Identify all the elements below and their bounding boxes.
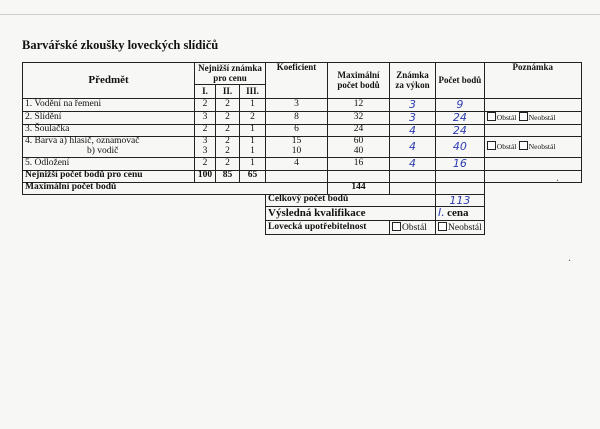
empty-cell (436, 182, 485, 194)
handwritten-grade: 3 (390, 111, 436, 124)
scan-speck: · (568, 256, 572, 267)
handwritten-grade: 3 (390, 99, 436, 112)
blank-cell (484, 194, 581, 207)
grade-3-cell (240, 137, 266, 158)
handwritten-grade: 4 (390, 137, 436, 158)
grade-3-header: III. (240, 85, 266, 99)
usability-row (23, 221, 582, 235)
empty-cell (328, 170, 390, 182)
min-points-2: 85 (216, 170, 240, 182)
subject-cell: 1. Vodění na řemeni (23, 99, 195, 112)
coefficient-cell: 3 (266, 99, 328, 112)
total-points-row (23, 194, 582, 207)
table-row (23, 158, 582, 171)
handwritten-grade: 4 (390, 124, 436, 137)
handwritten-result: I. (438, 206, 445, 220)
results-table (22, 62, 582, 235)
passed-label: Obstál (496, 112, 517, 122)
grade-1-cell: 2 (195, 99, 216, 112)
grade-2b: 2 (225, 146, 230, 157)
blank-cell (484, 182, 581, 194)
grade-3-cell: 1 (240, 124, 266, 137)
col-note: Poznámka (484, 63, 581, 99)
max-points-cell: 16 (328, 158, 390, 171)
max-points-cell: 12 (328, 99, 390, 112)
note-cell (484, 158, 581, 171)
passed-option[interactable] (487, 142, 517, 151)
coefficient-a: 15 (291, 136, 302, 147)
grade-3b: 1 (250, 146, 255, 157)
grade-1-cell (195, 137, 216, 158)
max-points-total: 144 (328, 182, 390, 194)
usability-failed-cell (436, 221, 485, 235)
grade-2-header: II. (216, 85, 240, 99)
failed-option[interactable] (519, 113, 556, 122)
max-points-row (23, 182, 582, 194)
passed-label: Obstál (496, 142, 517, 152)
empty-cell (390, 170, 436, 182)
usability-passed-cell (390, 221, 436, 235)
col-max-points: Maximální počet bodů (328, 63, 390, 99)
col-coefficient: Koeficient (266, 63, 328, 99)
failed-label: Neobstál (528, 142, 556, 152)
note-cell (484, 111, 581, 124)
grade-2-cell: 2 (216, 158, 240, 171)
empty-cell (266, 170, 328, 182)
grade-3-cell: 2 (240, 111, 266, 124)
failed-checkbox[interactable] (519, 112, 528, 121)
grade-2-cell: 2 (216, 99, 240, 112)
usability-failed-label: Neobstál (448, 222, 482, 233)
failed-option[interactable] (519, 142, 556, 151)
col-min-grade: Nejnižší známka pro cenu (195, 63, 266, 85)
usability-failed-checkbox[interactable] (438, 222, 447, 231)
total-points-label: Celkový počet bodů (266, 194, 436, 207)
grade-2-cell: 2 (216, 111, 240, 124)
coefficient-cell: 6 (266, 124, 328, 137)
table-row (23, 111, 582, 124)
grade-2a: 2 (225, 136, 230, 147)
max-points-label: Maximální počet bodů (23, 182, 328, 194)
passed-option[interactable] (487, 113, 517, 122)
blank-cell (484, 207, 581, 221)
max-points-cell: 24 (328, 124, 390, 137)
table-row (23, 137, 582, 158)
table-row (23, 124, 582, 137)
empty-cell (436, 170, 485, 182)
col-subject: Předmět (23, 63, 195, 99)
scan-edge-line (0, 14, 600, 15)
handwritten-points: 24 (436, 124, 485, 137)
subject-cell (23, 137, 195, 158)
handwritten-points: 40 (436, 137, 485, 158)
subject-cell: 2. Slídění (23, 111, 195, 124)
min-points-row (23, 170, 582, 182)
grade-1-header: I. (195, 85, 216, 99)
max-points-b: 40 (353, 146, 364, 157)
blank-cell (23, 221, 266, 235)
note-cell (484, 99, 581, 112)
max-points-a: 60 (353, 136, 364, 147)
coefficient-cell: 8 (266, 111, 328, 124)
usability-passed-checkbox[interactable] (392, 222, 401, 231)
min-points-3: 65 (240, 170, 266, 182)
passed-checkbox[interactable] (487, 141, 496, 150)
usability-passed-label: Obstál (402, 222, 427, 233)
coefficient-cell (266, 137, 328, 158)
scan-speck: · (556, 176, 560, 187)
handwritten-points: 16 (436, 158, 485, 171)
header-row (23, 63, 582, 85)
grade-2-cell: 2 (216, 124, 240, 137)
handwritten-points: 24 (436, 111, 485, 124)
empty-cell (484, 170, 581, 182)
failed-checkbox[interactable] (519, 141, 528, 150)
grade-3-cell: 1 (240, 158, 266, 171)
min-points-label: Nejnižší počet bodů pro cenu (23, 170, 195, 182)
table-row (23, 99, 582, 112)
result-label: Výsledná kvalifikace (266, 207, 436, 221)
grade-3-cell: 1 (240, 99, 266, 112)
handwritten-total: 113 (436, 194, 485, 207)
grade-1-cell: 3 (195, 111, 216, 124)
grade-1-cell: 2 (195, 158, 216, 171)
min-points-1: 100 (195, 170, 216, 182)
usability-label: Lovecká upotřebitelnost (266, 221, 390, 235)
grade-2-cell (216, 137, 240, 158)
col-grade-performance: Známka za výkon (390, 63, 436, 99)
subject-cell: 3. Šoulačka (23, 124, 195, 137)
grade-1b: 3 (202, 146, 208, 157)
empty-cell (390, 182, 436, 194)
subject-cell: 5. Odložení (23, 158, 195, 171)
passed-checkbox[interactable] (487, 112, 496, 121)
subject-4a: 4. Barva a) hlasič, oznamovač (25, 136, 140, 147)
handwritten-grade: 4 (390, 158, 436, 171)
handwritten-points: 9 (436, 99, 485, 112)
failed-label: Neobstál (528, 112, 556, 122)
note-cell (484, 137, 581, 158)
grade-1-cell: 2 (195, 124, 216, 137)
grade-3a: 1 (250, 136, 255, 147)
coefficient-cell: 4 (266, 158, 328, 171)
blank-cell (484, 221, 581, 235)
max-points-cell (328, 137, 390, 158)
max-points-cell: 32 (328, 111, 390, 124)
subject-4b: b) vodič (87, 146, 119, 157)
result-cell (436, 207, 485, 221)
col-points: Počet bodů (436, 63, 485, 99)
result-suffix: cena (447, 207, 469, 220)
page-title: Barvářské zkoušky loveckých slídičů (22, 38, 219, 52)
coefficient-b: 10 (291, 146, 302, 157)
blank-cell (23, 194, 266, 207)
blank-cell (23, 207, 266, 221)
note-cell (484, 124, 581, 137)
grade-1a: 3 (202, 136, 208, 147)
result-row (23, 207, 582, 221)
